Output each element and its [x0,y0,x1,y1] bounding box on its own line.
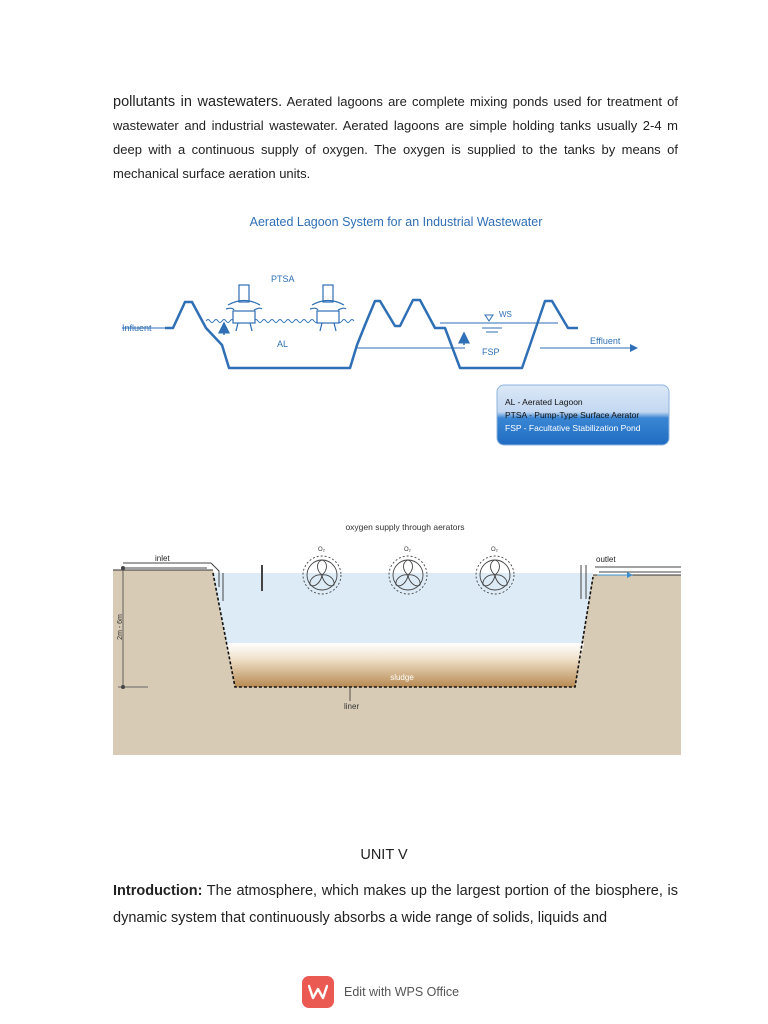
legend-item-ptsa: PTSA - Pump-Type Surface Aerator [505,410,640,420]
wps-badge-label: Edit with WPS Office [344,985,460,999]
liner-label: liner [344,702,360,711]
fsp-label: FSP [482,347,500,357]
figure1-title: Aerated Lagoon System for an Industrial Wastewater [249,215,543,229]
aerated-lagoon-diagram [110,205,680,460]
influent-label: Influent [122,323,152,333]
figure2-title: oxygen supply through aerators [345,522,465,532]
legend-item-fsp: FSP - Facultative Stabilization Pond [505,423,641,433]
paragraph-introduction [113,878,678,932]
o2-label-1: O₂ [318,547,325,553]
depth-top-node [121,566,125,570]
effluent-label: Effluent [590,336,621,346]
legend-item-al: AL - Aerated Lagoon [505,397,583,407]
paragraph-body: Aerated lagoons are complete mixing ponds used for treatment of wastewater and industrial wastewater. Aerated lagoons are simple holding tanks usually 2-4 m deep with a continuous supply of oxygen. The oxygen is supplied to the tanks by means of mechanical surface aeration units. [113,94,678,181]
inlet-label: inlet [155,554,170,563]
paragraph-lead: pollutants in wastewaters. [113,94,283,110]
unit-heading: UNIT V [360,847,408,863]
ptsa-label: PTSA [271,274,295,284]
al-label: AL [277,339,289,349]
lagoon-cross-section-diagram [113,515,681,755]
depth-label: 2m - 6m [117,614,124,640]
outlet-label: outlet [596,555,616,564]
lagoon-profile [165,300,578,368]
sludge-label: sludge [390,673,414,682]
aerator-1-icon [226,285,262,331]
wps-logo-icon [302,976,334,1008]
edit-with-wps-button[interactable] [302,976,459,1008]
introduction-body: The atmosphere, which makes up the largest portion of the biosphere, is dynamic system that continuously absorbs a wide range of solids, liquids and [113,883,678,926]
introduction-label: Introduction: [113,883,203,899]
aerator-2-icon [310,285,346,331]
depth-bottom-node [121,685,125,689]
ws-label: WS [499,310,512,319]
o2-label-3: O₂ [491,547,498,553]
figure1-legend [497,385,669,445]
o2-label-2: O₂ [404,547,411,553]
paragraph-aerated-lagoons [113,90,678,186]
ws-triangle-icon [485,315,493,321]
